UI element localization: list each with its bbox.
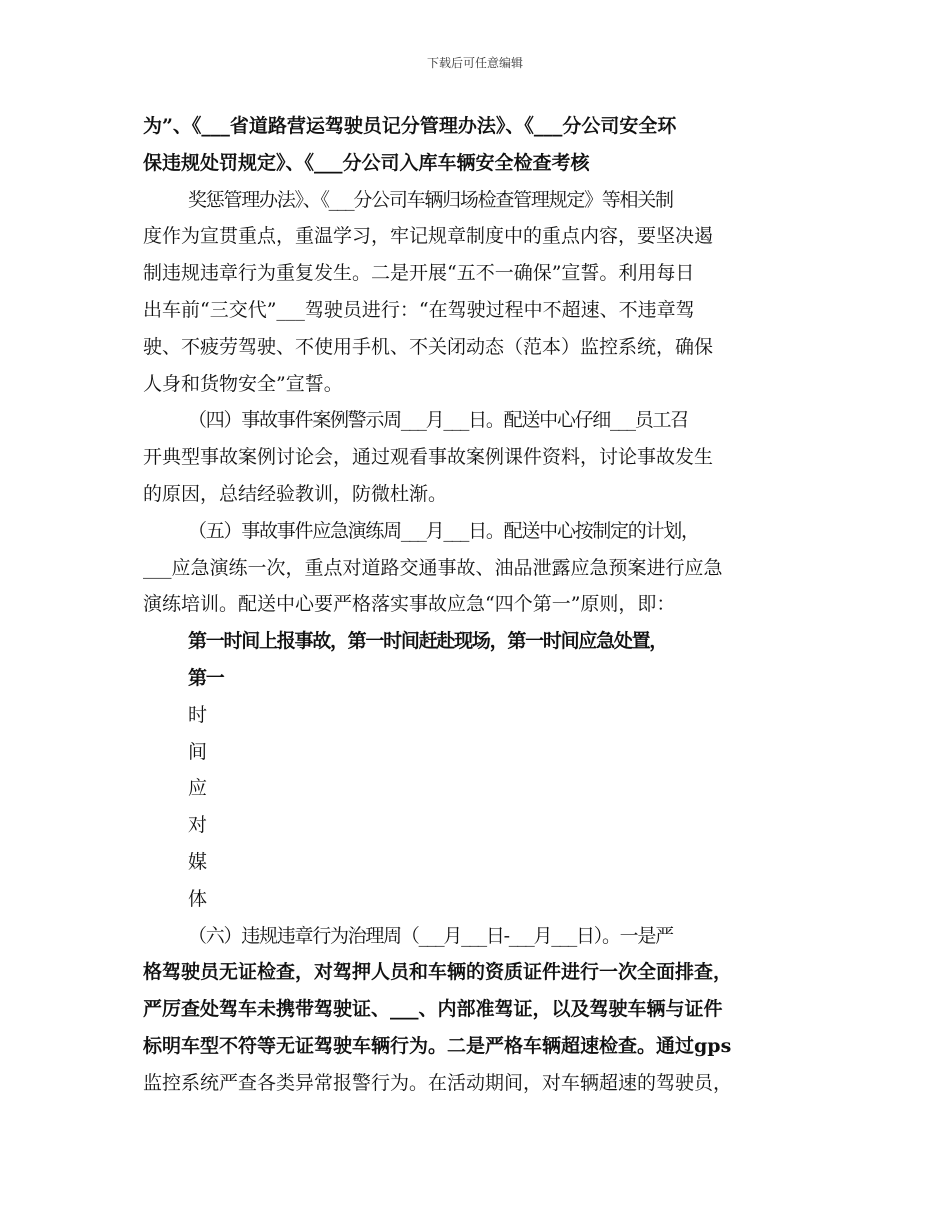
text-line: 格驾驶员无证检查，对驾押人员和车辆的资质证件进行一次全面排查， xyxy=(143,961,733,984)
text-line: 体 xyxy=(188,887,206,910)
text-line: 出车前“三交代”___驾驶员进行：“在驾驶过程中不超速、不违章驾 xyxy=(143,298,695,321)
document-body xyxy=(143,108,823,1102)
text-line: 为”、《___省道路营运驾驶员记分管理办法》、《___分公司安全环 xyxy=(143,115,677,137)
text-line: 应 xyxy=(188,777,206,800)
text-line: 严厉查处驾车未携带驾驶证、___、内部准驾证，以及驾驶车辆与证件 xyxy=(143,998,723,1021)
page-header: 下载后可任意编辑 xyxy=(426,56,523,70)
text-line: （六）违规违章行为治理周（___月___日-___月___日）。一是严 xyxy=(188,924,673,947)
text-line: 人身和货物安全”宣誓。 xyxy=(143,372,343,395)
text-line: 第一时间上报事故，第一时间赶赴现场，第一时间应急处置， xyxy=(188,630,668,653)
text-line: 媒 xyxy=(188,850,206,873)
text-line: 驶、不疲劳驾驶、不使用手机、不关闭动态（范本）监控系统，确保 xyxy=(143,335,714,358)
text-line: 监控系统严查各类异常报警行为。在活动期间，对车辆超速的驾驶员， xyxy=(143,1071,733,1094)
text-line: 奖惩管理办法》、《___分公司车辆归场检查管理规定》等相关制 xyxy=(188,188,673,211)
text-line: 开典型事故案例讨论会，通过观看事故案例课件资料，讨论事故发生 xyxy=(143,446,714,469)
text-line: 第一 xyxy=(188,666,224,689)
text-line: 制违规违章行为重复发生。二是开展“五不一确保”宣誓。利用每日 xyxy=(143,262,695,285)
text-line: 保违规处罚规定》、《___分公司入库车辆安全检查考核 xyxy=(143,151,590,174)
text-line: （五）事故事件应急演练周___月___日。配送中心按制定的计划， xyxy=(188,519,699,542)
text-line: ___应急演练一次，重点对道路交通事故、油品泄露应急预案进行应急 xyxy=(143,556,723,579)
text-line: 演练培训。配送中心要严格落实事故应急“四个第一”原则，即： xyxy=(143,593,676,616)
text-line: 对 xyxy=(188,814,206,837)
text-line: 时 xyxy=(188,703,206,726)
text-line: 间 xyxy=(188,740,206,763)
text-line: （四）事故事件案例警示周___月___日。配送中心仔细___员工召 xyxy=(188,409,689,432)
text-line: 度作为宣贯重点，重温学习，牢记规章制度中的重点内容，要坚决遏 xyxy=(143,225,714,248)
text-line: 的原因，总结经验教训，防微杜渐。 xyxy=(143,482,448,505)
text-line: 标明车型不符等无证驾驶车辆行为。二是严格车辆超速检查。通过gps xyxy=(143,1034,732,1057)
